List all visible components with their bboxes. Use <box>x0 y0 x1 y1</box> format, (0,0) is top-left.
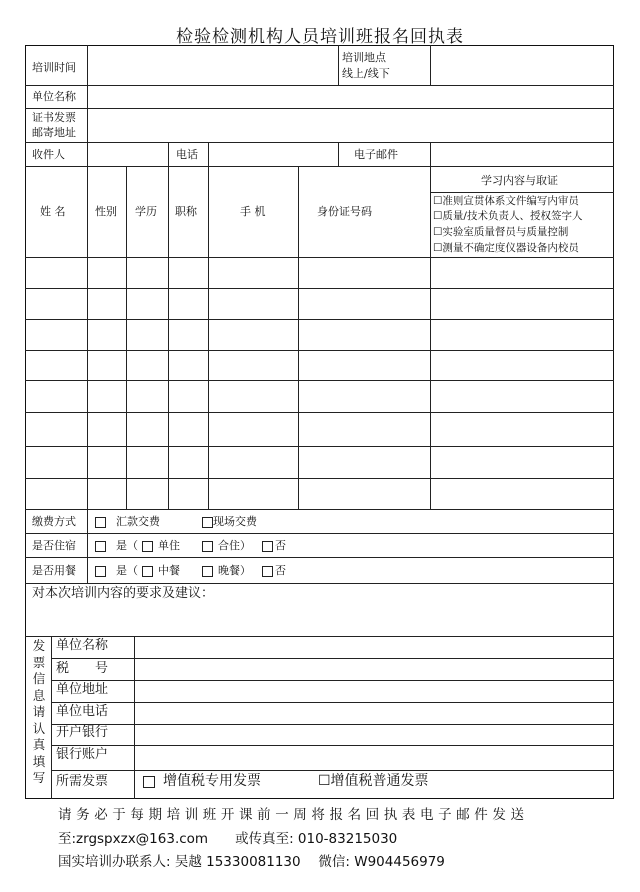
invoice-tax-no-label: 税 号 <box>56 661 109 676</box>
meals-yes-label: 是（ <box>116 564 138 577</box>
invoice-unit-name-label: 单位名称 <box>56 638 109 653</box>
vat-normal-option[interactable]: ☐增值税普通发票 <box>318 773 429 789</box>
meals-lunch-label: 中餐 <box>158 564 180 577</box>
id-number-col-header: 身份证号码 <box>317 205 372 218</box>
invoice-side-label: 发 票 信 息 请 认 真 填 写 <box>32 638 46 785</box>
invoice-address-label: 单位地址 <box>56 682 109 697</box>
unit-name-label: 单位名称 <box>32 90 76 103</box>
footer-contact-person: 国实培训办联系人: 吴越 15330081130 微信: W904456979 <box>58 854 445 870</box>
lodging-no-checkbox[interactable] <box>262 541 273 552</box>
meals-lunch-checkbox[interactable] <box>142 566 153 577</box>
remit-option-label: 汇款交费 <box>116 515 160 528</box>
recipient-label: 收件人 <box>32 148 65 161</box>
remit-checkbox[interactable] <box>95 517 106 528</box>
phone-label: 电话 <box>176 148 198 161</box>
invoice-type-label: 所需发票 <box>56 774 109 789</box>
study-option-4[interactable]: ☐测量不确定度仪器设备内校员 <box>433 242 579 254</box>
footer-instruction: 请务必于每期培训班开课前一周将报名回执表电子邮件发送 <box>58 807 529 823</box>
invoice-bank-label: 开户银行 <box>56 725 109 740</box>
gender-col-header: 性别 <box>95 205 117 218</box>
meals-yes-checkbox[interactable] <box>95 566 106 577</box>
form-frame <box>25 45 614 799</box>
lodging-yes-label: 是（ <box>116 539 138 552</box>
lodging-yes-checkbox[interactable] <box>95 541 106 552</box>
mobile-col-header: 手 机 <box>240 205 266 218</box>
education-col-header: 学历 <box>135 205 157 218</box>
vat-special-checkbox[interactable] <box>143 776 155 788</box>
onsite-checkbox[interactable] <box>202 517 213 528</box>
footer-contact-email-fax: 至:zrgspxzx@163.com 或传真至: 010-83215030 <box>58 831 398 847</box>
study-option-2[interactable]: ☐质量/技术负责人、授权签字人 <box>433 210 583 222</box>
training-time-label: 培训时间 <box>32 61 76 74</box>
payment-method-label: 缴费方式 <box>32 515 76 528</box>
meals-label: 是否用餐 <box>32 564 76 577</box>
lodging-shared-checkbox[interactable] <box>202 541 213 552</box>
page-title: 检验检测机构人员培训班报名回执表 <box>176 27 464 47</box>
study-option-1[interactable]: ☐准则宣贯体系文件编写内审员 <box>433 195 579 207</box>
vat-special-label: 增值税专用发票 <box>163 773 261 789</box>
meals-dinner-label: 晚餐） <box>218 564 251 577</box>
meals-no-label: 否 <box>275 564 286 577</box>
training-place-label: 培训地点 <box>342 51 386 64</box>
lodging-single-checkbox[interactable] <box>142 541 153 552</box>
lodging-label: 是否住宿 <box>32 539 76 552</box>
online-offline-label: 线上/线下 <box>342 67 390 80</box>
invoice-phone-label: 单位电话 <box>56 704 109 719</box>
lodging-shared-label: 合住） <box>218 539 251 552</box>
onsite-option-label: 现场交费 <box>213 515 257 528</box>
name-col-header: 姓 名 <box>40 205 66 218</box>
study-option-3[interactable]: ☐实验室质量督员与质量控制 <box>433 226 569 238</box>
email-label: 电子邮件 <box>354 148 398 161</box>
meals-dinner-checkbox[interactable] <box>202 566 213 577</box>
study-content-header: 学习内容与取证 <box>481 174 558 187</box>
invoice-account-label: 银行账户 <box>56 747 109 762</box>
title-col-header: 职称 <box>175 205 197 218</box>
meals-no-checkbox[interactable] <box>262 566 273 577</box>
mailing-address-label: 邮寄地址 <box>32 126 76 139</box>
lodging-single-label: 单住 <box>158 539 180 552</box>
suggestions-label: 对本次培训内容的要求及建议： <box>32 586 215 601</box>
lodging-no-label: 否 <box>275 539 286 552</box>
cert-invoice-label: 证书发票 <box>32 111 76 124</box>
